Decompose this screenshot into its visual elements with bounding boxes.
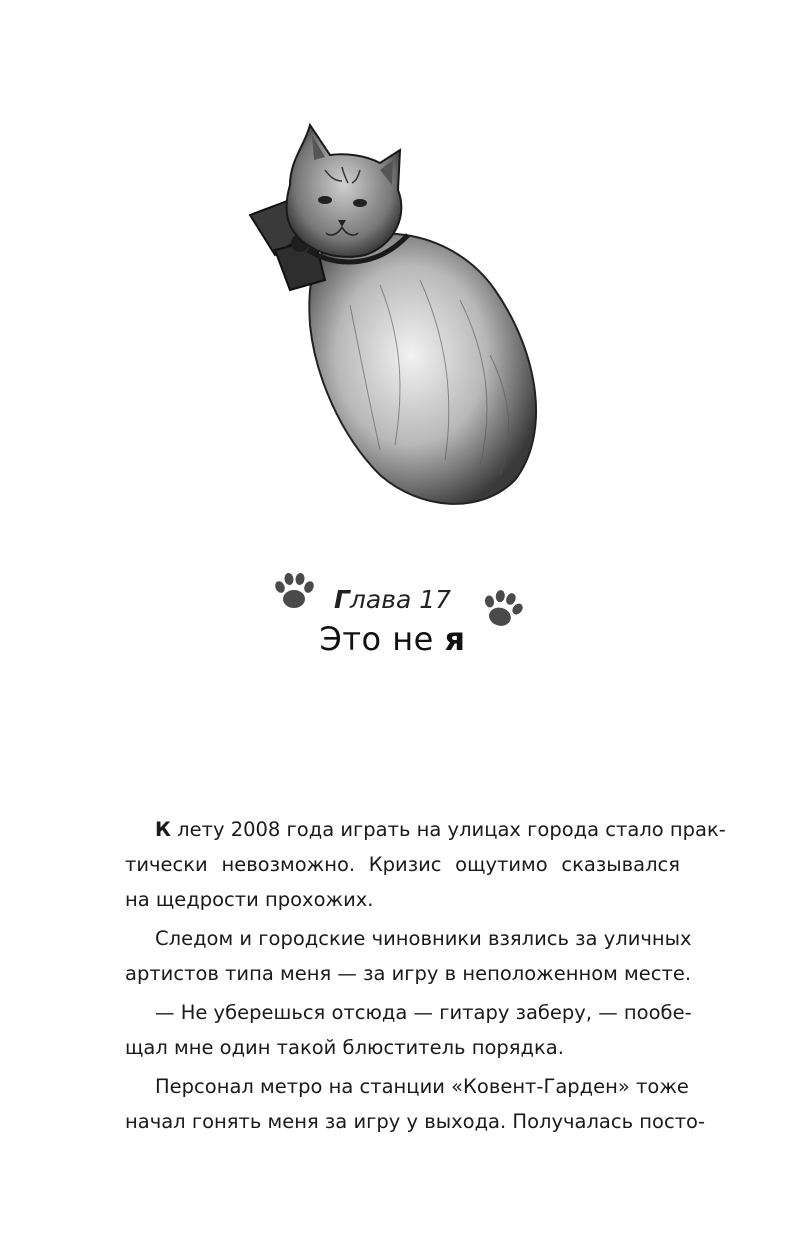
text-line: Следом и городские чиновники взялись за уличных <box>155 927 692 950</box>
text-line: на щедрости прохожих. <box>125 888 374 911</box>
text-line <box>125 812 726 847</box>
text-line: начал гонять меня за игру у выхода. Получалась посто- <box>125 1110 706 1133</box>
text-line: тически невозможно. Кризис ощутимо сказывался <box>125 853 680 876</box>
text-line: артистов типа меня — за игру в неположенном месте. <box>125 962 692 985</box>
text-line-content: лету 2008 года играть на улицах города стало прак- <box>170 818 726 841</box>
lead-letter: К <box>155 818 171 841</box>
chapter-number <box>0 585 785 614</box>
chapter-title <box>0 620 785 658</box>
paw-print-icon <box>480 587 524 631</box>
paragraph <box>125 1069 706 1139</box>
text-line: — Не уберешься отсюда — гитару заберу, — пообе- <box>155 1001 692 1024</box>
chapter-heading <box>0 565 785 675</box>
chapter-label-rest: лава 17 <box>349 585 452 614</box>
paragraph <box>125 921 692 991</box>
cat-illustration <box>230 115 560 515</box>
chapter-title-emphasis: я <box>444 620 466 658</box>
paragraph <box>125 995 692 1065</box>
chapter-title-plain: Это не <box>319 620 445 658</box>
body-text <box>125 812 726 1143</box>
text-line: щал мне один такой блюститель порядка. <box>125 1036 564 1059</box>
chapter-label-initial: Г <box>333 585 350 614</box>
text-line: Персонал метро на станции «Ковент-Гарден» тоже <box>155 1075 689 1098</box>
paragraph <box>125 812 726 917</box>
